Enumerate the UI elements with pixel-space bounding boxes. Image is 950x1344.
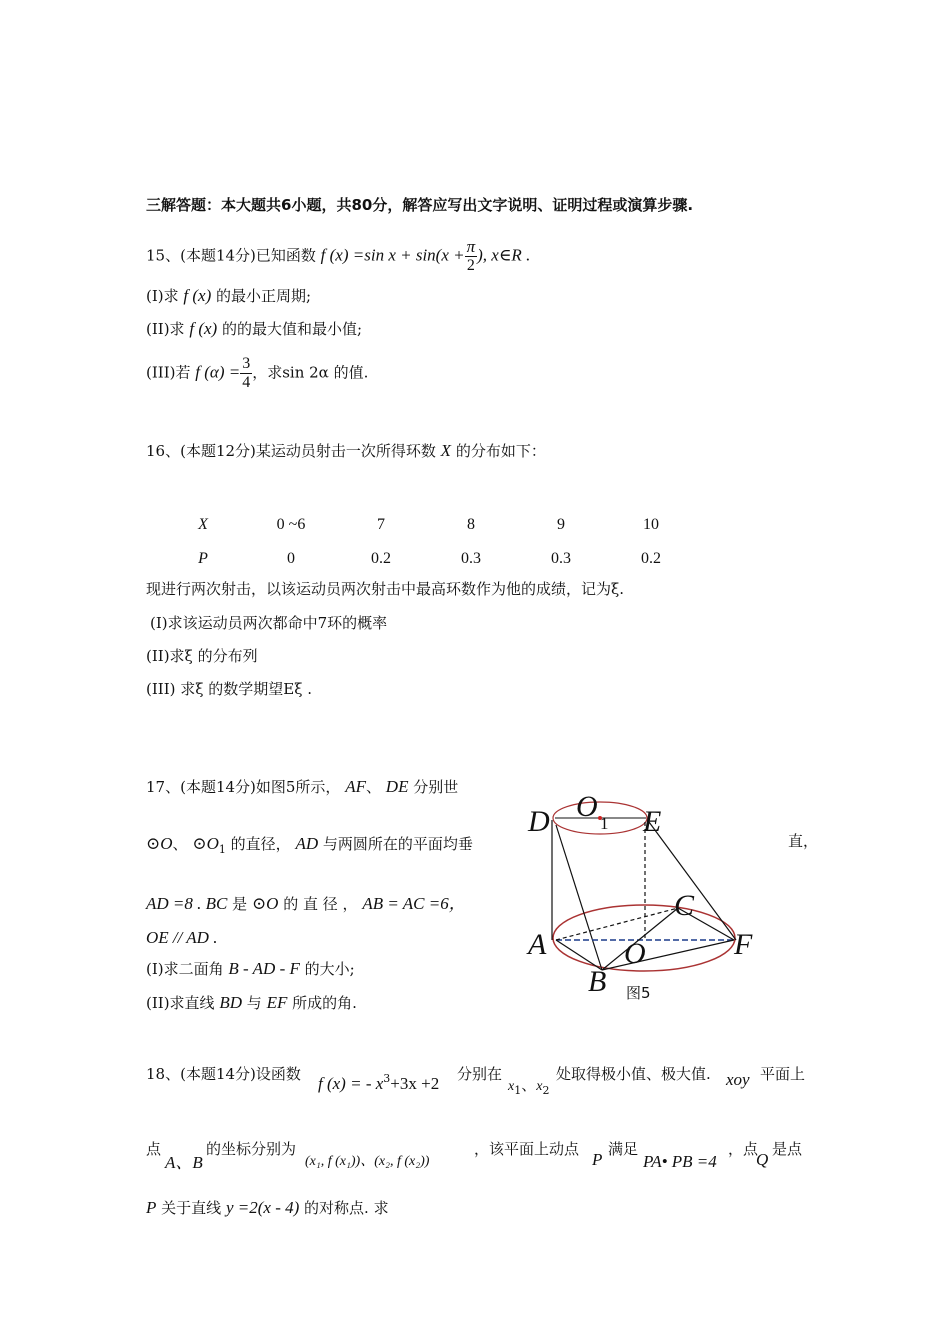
q18-line2-e: ，点 (728, 1140, 759, 1158)
q15-formula-post: ), x∈R . (477, 245, 531, 265)
label-a: A (528, 928, 547, 961)
q18-x1x2: $x_1$、$x_2$ (508, 1076, 550, 1097)
q18-line1: 18、(本题14分)设函数 (146, 1065, 301, 1083)
q18-ab: A、B (165, 1153, 203, 1172)
table-cell: 0.2 (371, 550, 391, 567)
q16-part2: (II)求ξ 的分布列 (146, 647, 258, 665)
q18-mid: 分别在 (457, 1065, 503, 1083)
q16-part3: (III) 求ξ 的数学期望Eξ . (146, 680, 313, 698)
label-c: C (674, 889, 695, 922)
table-cell: 0 (287, 550, 295, 567)
q18-func: f (x) = - $x^3+3x +2$ (318, 1072, 440, 1093)
q17-line2: ⊙O、 $⊙O_1$ 的直径， AD 与两圆所在的平面均垂 (146, 834, 473, 856)
table-row-p (160, 542, 696, 576)
q17-part2: (II)求直线 BD 与 EF 所成的角. (146, 993, 357, 1012)
table-cell: 0.3 (461, 550, 481, 567)
section-heading: 三解答题：本大题共6小题，共80分，解答应写出文字说明、证明过程或演算步骤. (146, 196, 694, 214)
label-f: F (734, 928, 753, 961)
q17-line2-end: 直， (788, 832, 819, 850)
q18-mid2: 处取得极小值、极大值. (556, 1065, 711, 1083)
table-cell: 10 (643, 516, 659, 533)
q18-end1: 平面上 (760, 1065, 806, 1083)
label-o: O (624, 937, 646, 970)
table-label-p: P (198, 550, 208, 567)
q15-formula-pre: f (x) =sin x + sin(x + (320, 245, 465, 265)
distribution-table (160, 508, 696, 576)
q18-p: P (592, 1150, 603, 1169)
q18-line2-c: ，该平面上动点 (474, 1140, 580, 1158)
q15-intro: 15、(本题14分)已知函数 (146, 246, 316, 265)
q18-line3: P 关于直线 y =2(x - 4) 的对称点. 求 (146, 1198, 389, 1217)
q15-pi-over-2: $\frac{\pi}{2}$ (466, 237, 476, 274)
q18-line2-d: 满足 (608, 1140, 639, 1158)
q15-line1 (146, 238, 530, 275)
table-row-x (160, 508, 696, 542)
label-b: B (588, 965, 607, 998)
label-o1-sub: 1 (600, 814, 609, 833)
label-e: E (643, 805, 662, 838)
q18-q: Q (756, 1150, 769, 1169)
table-cell: 0 ~6 (276, 516, 306, 533)
table-label-x: X (198, 516, 208, 533)
q17-line1: 17、(本题14分)如图5所示， AF、 DE 分别世 (146, 777, 459, 796)
q17-line3: AD =8 . BC 是 ⊙O 的 直 径 ， AB = AC =6， (146, 894, 466, 913)
line-ac (556, 908, 678, 940)
q18-line2-a: 点 (146, 1140, 162, 1158)
line-ef (649, 822, 736, 940)
q15-part3: (III)若 f (α) = $\frac{3}{4}$ ，求sin 2α 的值. (146, 355, 369, 391)
q16-desc: 现进行两次射击，以该运动员两次射击中最高环数作为他的成绩，记为ξ. (146, 580, 625, 598)
q15-three-quarters: $\frac{3}{4}$ (242, 355, 251, 391)
table-cell: 0.3 (551, 550, 571, 567)
figure-caption: 图5 (626, 984, 651, 1002)
table-cell: 0.2 (641, 550, 661, 567)
figure-5-diagram (520, 780, 780, 1005)
table-cell: 8 (467, 516, 475, 533)
q16-line1: 16、(本题12分)某运动员射击一次所得环数 X 的分布如下： (146, 441, 546, 460)
q18-points: (x₁, f (x₁))、(x₂, f (x₂)) (305, 1154, 430, 1169)
q18-xoy: xoy (726, 1070, 750, 1089)
q18-line2-b: 的坐标分别为 (206, 1140, 297, 1158)
q16-part1: (I)求该运动员两次都命中7环的概率 (150, 614, 388, 632)
line-bf (602, 940, 734, 970)
q17-part1: (I)求二面角 B - AD - F 的大小; (146, 959, 355, 978)
q15-part1: (I)求 f (x) 的最小正周期; (146, 286, 312, 305)
q17-line4: OE // AD . (146, 928, 218, 947)
q15-part2: (II)求 f (x) 的的最大值和最小值; (146, 319, 363, 338)
table-cell: 9 (557, 516, 565, 533)
q18-eq: PA• PB =4 (643, 1152, 717, 1171)
label-o1: O (576, 790, 598, 823)
table-cell: 7 (377, 516, 385, 533)
label-d: D (528, 805, 550, 838)
q18-line2-f: 是点 (772, 1140, 803, 1158)
line-db (556, 825, 602, 970)
